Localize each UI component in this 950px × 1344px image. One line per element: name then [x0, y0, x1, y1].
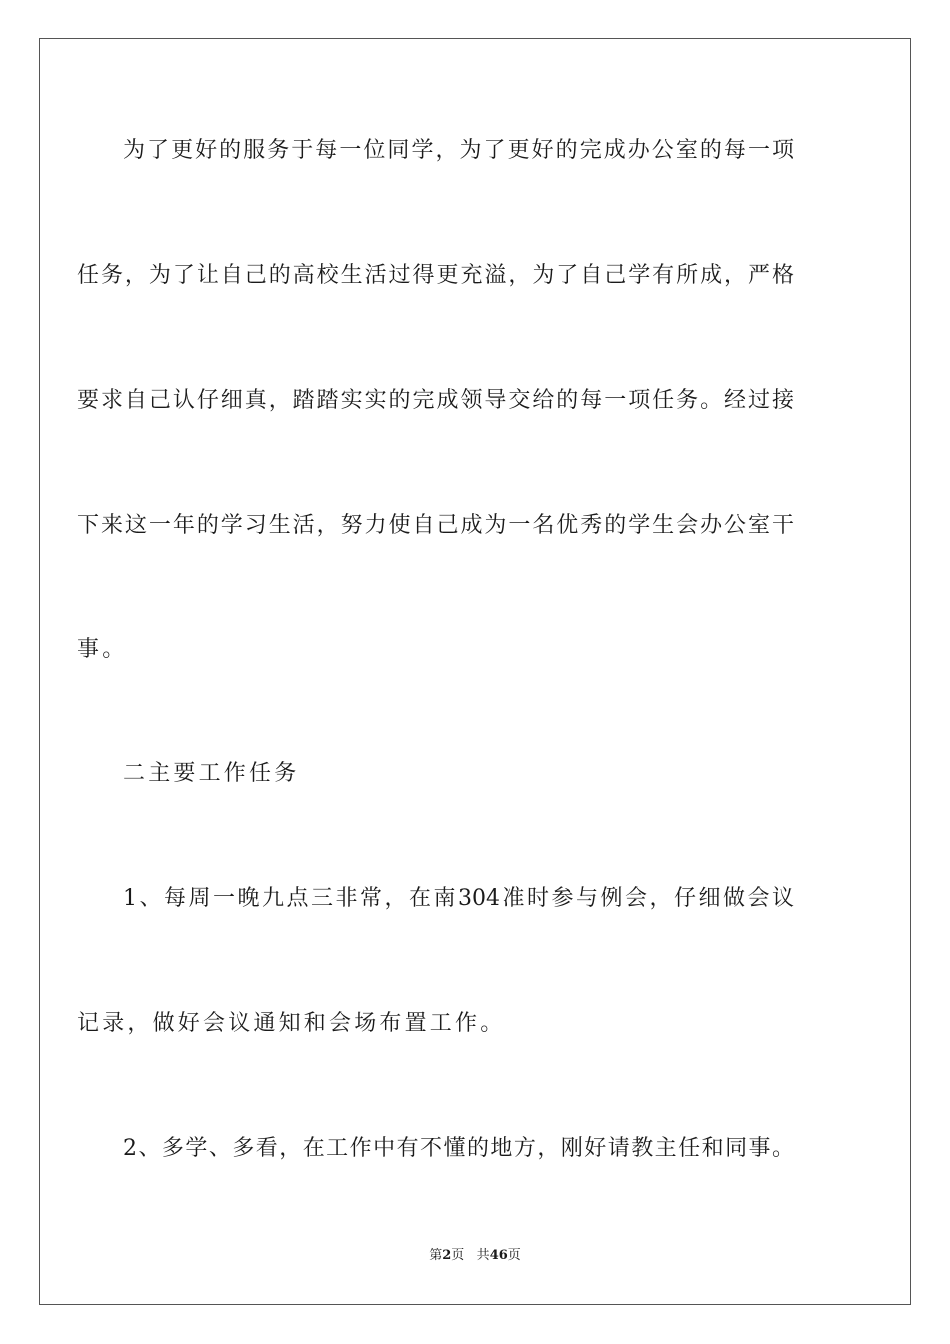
footer-page-number: 2: [442, 1248, 452, 1263]
paragraph-line: 事。: [77, 637, 128, 662]
footer-total-prefix: 共: [476, 1248, 490, 1263]
list-item-line: 2、多学、多看，在工作中有不懂的地方，刚好请教主任和同事。: [123, 1136, 794, 1161]
section-heading: 二主要工作任务: [123, 761, 300, 786]
paragraph-line: 任务，为了让自己的高校生活过得更充溢，为了自己学有所成，严格: [77, 263, 794, 288]
paragraph-line: 为了更好的服务于每一位同学，为了更好的完成办公室的每一项: [123, 138, 794, 163]
page-footer: [0, 1247, 950, 1265]
footer-total-pages: 46: [489, 1248, 508, 1263]
footer-prefix: 第: [429, 1248, 443, 1263]
list-item-line: 记录，做好会议通知和会场布置工作。: [77, 1011, 506, 1036]
paragraph-line: 下来这一年的学习生活，努力使自己成为一名优秀的学生会办公室干: [77, 513, 794, 538]
footer-total-unit: 页: [507, 1248, 521, 1263]
list-item-line: 1、每周一晚九点三非常，在南304准时参与例会，仔细做会议: [123, 886, 794, 911]
footer-page-unit: 页: [451, 1248, 465, 1263]
page-border: [39, 38, 911, 1305]
paragraph-line: 要求自己认仔细真，踏踏实实的完成领导交给的每一项任务。经过接: [77, 388, 794, 413]
